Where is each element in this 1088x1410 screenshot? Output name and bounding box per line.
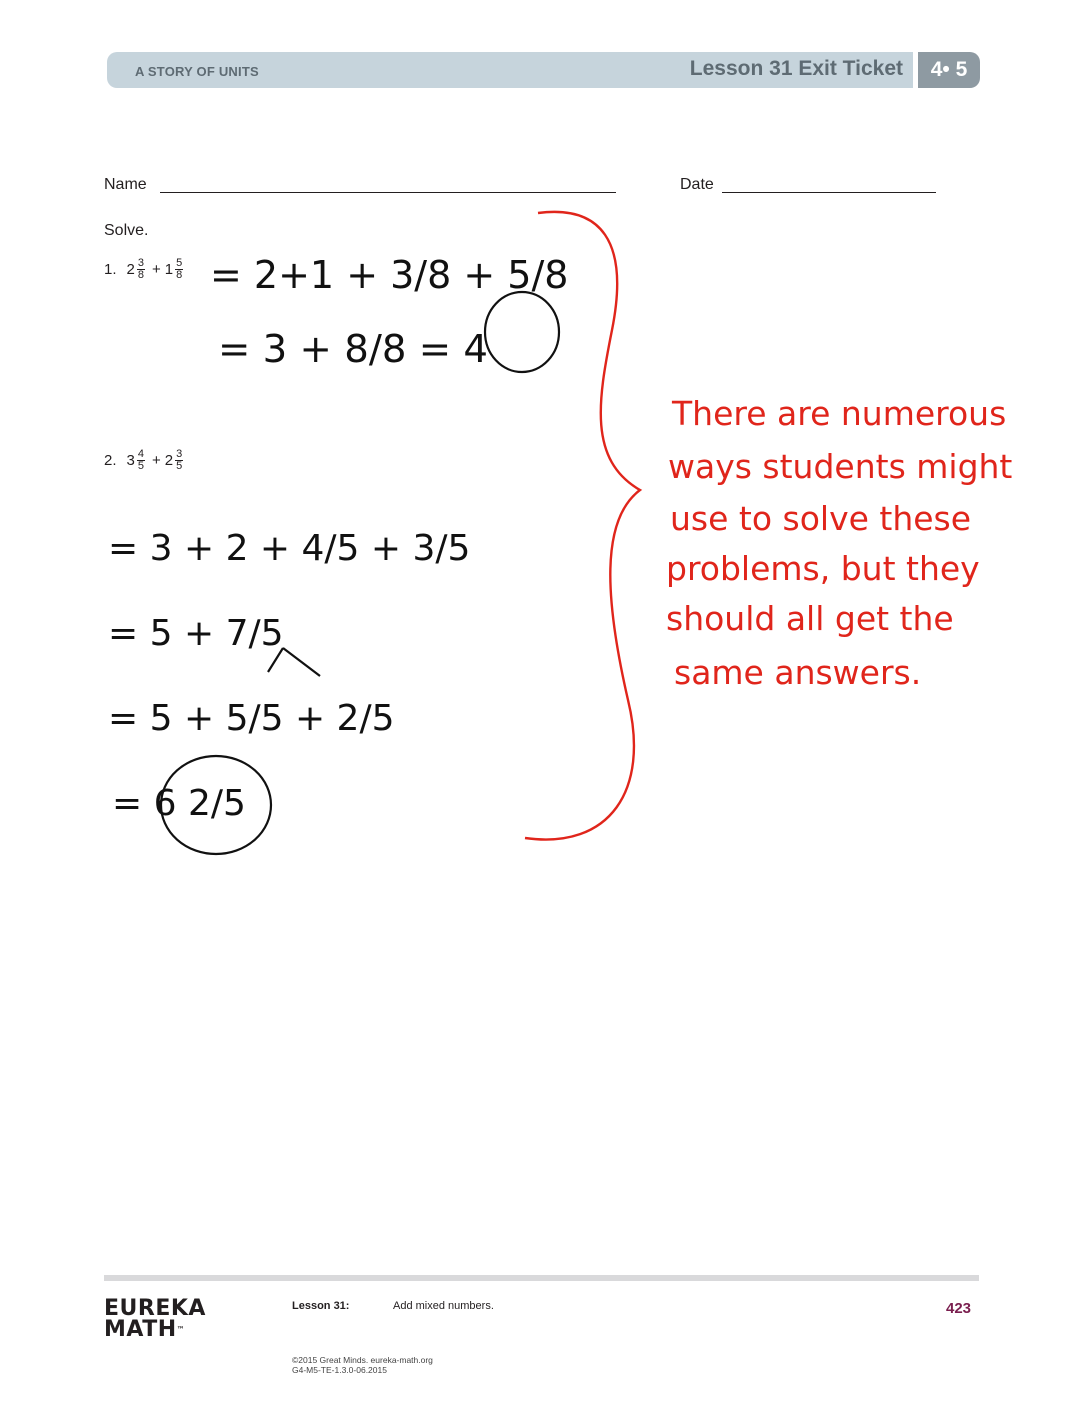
- p2-work-line-3: = 5 + 5/5 + 2/5: [108, 698, 395, 739]
- note-line-2: ways students might: [668, 447, 1013, 486]
- footer-lesson-description: Add mixed numbers.: [393, 1300, 494, 1312]
- logo-line-2: MATH: [104, 1317, 177, 1342]
- page-number: 423: [946, 1300, 972, 1317]
- p2-work-line-2: = 5 + 7/5: [108, 613, 284, 654]
- series-label: A STORY OF UNITS: [135, 64, 259, 79]
- copyright-text: ©2015 Great Minds. eureka-math.org: [292, 1355, 433, 1365]
- denominator: 5: [176, 460, 183, 472]
- whole-part: 1: [164, 261, 174, 278]
- trademark: ™: [176, 1325, 186, 1334]
- red-brace: [525, 212, 640, 840]
- plus-operator: +: [151, 452, 161, 469]
- document-code: G4-M5-TE-1.3.0-06.2015: [292, 1365, 387, 1375]
- footer-lesson-label: Lesson 31:: [292, 1300, 350, 1312]
- date-label: Date: [680, 176, 714, 193]
- denominator: 8: [137, 269, 144, 281]
- p2-work-line-1: = 3 + 2 + 4/5 + 3/5: [108, 528, 471, 569]
- whole-part: 3: [126, 452, 135, 469]
- footer-rule: [104, 1275, 979, 1281]
- whole-part: 2: [164, 452, 174, 469]
- name-label: Name: [104, 176, 147, 193]
- note-line-4: problems, but they: [666, 549, 980, 588]
- p1-answer-circle: [485, 292, 559, 372]
- plus-operator: +: [151, 261, 161, 278]
- p1-work-line-1: = 2+1 + 3/8 + 5/8: [210, 253, 569, 297]
- p2-answer: = 6 2/5: [112, 783, 246, 824]
- footer-copyright: [292, 1355, 433, 1375]
- instructions: Solve.: [104, 222, 149, 239]
- note-line-3: use to solve these: [670, 499, 972, 538]
- eureka-math-logo: [104, 1298, 206, 1340]
- whole-part: 2: [126, 261, 135, 278]
- problem-number: 1.: [104, 261, 117, 278]
- logo-line-1: EUREKA: [104, 1296, 206, 1321]
- numerator: 5: [176, 257, 183, 269]
- note-line-6: same answers.: [674, 653, 922, 692]
- denominator: 5: [137, 460, 144, 472]
- denominator: 8: [176, 269, 183, 281]
- page-title: Lesson 31 Exit Ticket: [689, 57, 903, 80]
- p1-work-line-2: = 3 + 8/8 = 4: [218, 327, 488, 371]
- note-line-5: should all get the: [666, 599, 954, 638]
- numerator: 3: [137, 257, 144, 269]
- numerator: 3: [176, 448, 183, 460]
- problem-number: 2.: [104, 452, 117, 469]
- numerator: 4: [137, 448, 144, 460]
- grade-module-badge: 4• 5: [918, 52, 980, 88]
- note-line-1: There are numerous: [672, 394, 1007, 433]
